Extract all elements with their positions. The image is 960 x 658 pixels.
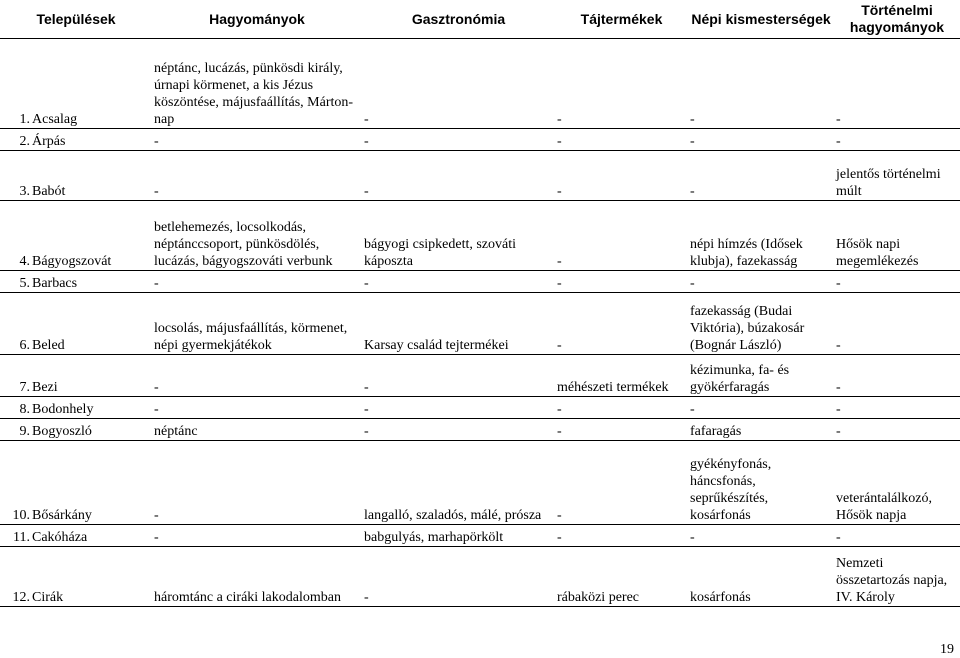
historical-cell: -	[834, 525, 960, 547]
gastronomy-cell: -	[362, 151, 555, 201]
local-products-cell: -	[555, 39, 688, 129]
crafts-cell: fazekasság (Budai Viktória), búzakosár (Bognár László)	[688, 293, 834, 355]
gastronomy-cell: Karsay család tejtermékei	[362, 293, 555, 355]
traditions-cell: locsolás, májusfaállítás, körmenet, népi gyermekjátékok	[152, 293, 362, 355]
traditions-cell: -	[152, 129, 362, 151]
table-row	[0, 419, 960, 441]
crafts-cell: népi hímzés (Idősek klubja), fazekasság	[688, 201, 834, 271]
local-products-cell: rábaközi perec	[555, 547, 688, 607]
historical-cell: -	[834, 271, 960, 293]
traditions-cell: betlehemezés, locsolkodás, néptánccsoport, pünkösdölés, lucázás, bágyogszováti verbunk	[152, 201, 362, 271]
gastronomy-cell: -	[362, 397, 555, 419]
settlement-name: Bezi	[30, 355, 152, 397]
header-telepulesek: Települések	[0, 0, 152, 39]
settlement-name: Bágyogszovát	[30, 201, 152, 271]
historical-cell: veterántalálkozó, Hősök napja	[834, 441, 960, 525]
row-number: 10.	[0, 441, 30, 525]
historical-cell: -	[834, 39, 960, 129]
crafts-cell: gyékényfonás, háncsfonás, seprűkészítés, kosárfonás	[688, 441, 834, 525]
crafts-cell: fafaragás	[688, 419, 834, 441]
table-row	[0, 547, 960, 607]
historical-cell: -	[834, 129, 960, 151]
settlement-name: Beled	[30, 293, 152, 355]
table-row	[0, 201, 960, 271]
historical-cell: -	[834, 419, 960, 441]
crafts-cell: -	[688, 129, 834, 151]
gastronomy-cell: -	[362, 547, 555, 607]
settlement-name: Babót	[30, 151, 152, 201]
crafts-cell: -	[688, 151, 834, 201]
local-products-cell: -	[555, 293, 688, 355]
gastronomy-cell: babgulyás, marhapörkölt	[362, 525, 555, 547]
header-gasztronomia: Gasztronómia	[362, 0, 555, 39]
row-number: 8.	[0, 397, 30, 419]
settlement-name: Bodonhely	[30, 397, 152, 419]
table-row	[0, 293, 960, 355]
crafts-cell: -	[688, 39, 834, 129]
local-products-cell: -	[555, 151, 688, 201]
local-products-cell: -	[555, 271, 688, 293]
local-products-cell: -	[555, 129, 688, 151]
row-number: 11.	[0, 525, 30, 547]
traditions-cell: -	[152, 441, 362, 525]
page-number: 19	[940, 642, 954, 657]
gastronomy-cell: -	[362, 39, 555, 129]
gastronomy-cell: -	[362, 271, 555, 293]
traditions-cell: háromtánc a ciráki lakodalomban	[152, 547, 362, 607]
crafts-cell: -	[688, 397, 834, 419]
historical-cell: Hősök napi megemlékezés	[834, 201, 960, 271]
crafts-cell: kézimunka, fa- és gyökérfaragás	[688, 355, 834, 397]
header-row	[0, 0, 960, 39]
local-products-cell: -	[555, 419, 688, 441]
traditions-cell: -	[152, 355, 362, 397]
crafts-cell: -	[688, 525, 834, 547]
row-number: 9.	[0, 419, 30, 441]
historical-cell: -	[834, 355, 960, 397]
gastronomy-cell: -	[362, 129, 555, 151]
gastronomy-cell: langalló, szaladós, málé, prósza	[362, 441, 555, 525]
historical-cell: -	[834, 293, 960, 355]
row-number: 3.	[0, 151, 30, 201]
row-number: 2.	[0, 129, 30, 151]
table-row	[0, 39, 960, 129]
historical-cell: Nemzeti összetartozás napja, IV. Károly	[834, 547, 960, 607]
table-row	[0, 271, 960, 293]
table-row	[0, 355, 960, 397]
settlement-name: Cirák	[30, 547, 152, 607]
gastronomy-cell: bágyogi csipkedett, szováti káposzta	[362, 201, 555, 271]
gastronomy-cell: -	[362, 355, 555, 397]
traditions-cell: -	[152, 397, 362, 419]
table-row	[0, 525, 960, 547]
header-tajtermekek: Tájtermékek	[555, 0, 688, 39]
local-products-cell: -	[555, 525, 688, 547]
row-number: 4.	[0, 201, 30, 271]
historical-cell: -	[834, 397, 960, 419]
crafts-cell: -	[688, 271, 834, 293]
local-products-cell: -	[555, 441, 688, 525]
local-products-cell: méhészeti termékek	[555, 355, 688, 397]
traditions-cell: -	[152, 151, 362, 201]
traditions-cell: néptánc	[152, 419, 362, 441]
table-row	[0, 151, 960, 201]
row-number: 1.	[0, 39, 30, 129]
historical-cell: jelentős történelmi múlt	[834, 151, 960, 201]
traditions-cell: -	[152, 525, 362, 547]
header-kismestersegek: Népi kismesterségek	[688, 0, 834, 39]
header-tortenelmi: Történelmi hagyományok	[834, 0, 960, 39]
traditions-cell: -	[152, 271, 362, 293]
settlement-name: Barbacs	[30, 271, 152, 293]
row-number: 6.	[0, 293, 30, 355]
gastronomy-cell: -	[362, 419, 555, 441]
table-row	[0, 441, 960, 525]
row-number: 12.	[0, 547, 30, 607]
settlement-name: Cakóháza	[30, 525, 152, 547]
table-row	[0, 129, 960, 151]
local-products-cell: -	[555, 201, 688, 271]
row-number: 5.	[0, 271, 30, 293]
traditions-cell: néptánc, lucázás, pünkösdi király, úrnapi körmenet, a kis Jézus köszöntése, májusfaállítás, Márton-nap	[152, 39, 362, 129]
local-products-cell: -	[555, 397, 688, 419]
settlement-name: Acsalag	[30, 39, 152, 129]
settlement-name: Bősárkány	[30, 441, 152, 525]
header-hagyomanyok: Hagyományok	[152, 0, 362, 39]
settlement-name: Árpás	[30, 129, 152, 151]
table-row	[0, 397, 960, 419]
row-number: 7.	[0, 355, 30, 397]
settlement-name: Bogyoszló	[30, 419, 152, 441]
crafts-cell: kosárfonás	[688, 547, 834, 607]
